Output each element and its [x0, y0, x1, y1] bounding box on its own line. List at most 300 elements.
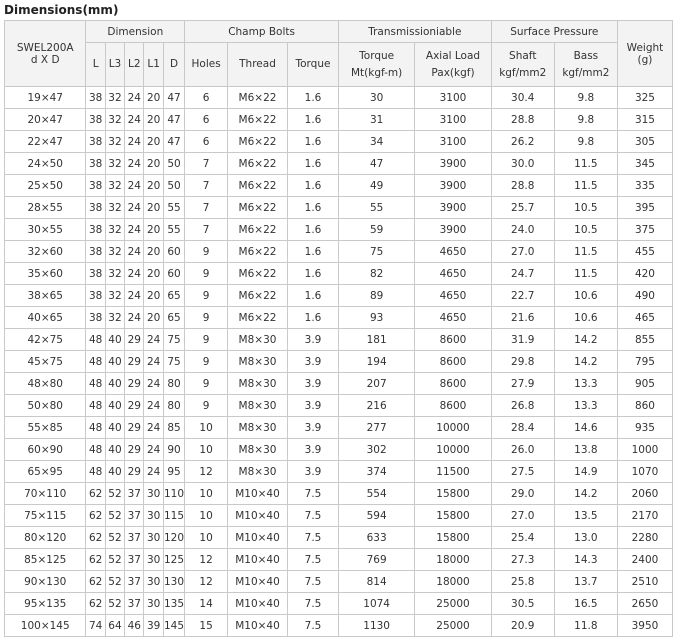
cell-bass: 14.6: [554, 417, 617, 439]
cell-L1: 30: [144, 593, 163, 615]
cell-weight: 795: [617, 351, 672, 373]
cell-holes: 15: [185, 615, 228, 637]
cell-torque-mt: 47: [338, 153, 414, 175]
table-header: [5, 21, 673, 87]
table-row: [5, 153, 673, 175]
cell-torque-mt: 181: [338, 329, 414, 351]
cell-L2: 29: [125, 329, 144, 351]
cell-L3: 32: [105, 153, 124, 175]
cell-thread: M8×30: [227, 439, 287, 461]
cell-bass: 14.2: [554, 483, 617, 505]
cell-torque-mt: 1074: [338, 593, 414, 615]
cell-axial-load: 3100: [415, 131, 491, 153]
cell-shaft: 27.9: [491, 373, 554, 395]
cell-D: 55: [163, 197, 184, 219]
cell-size: 28×55: [5, 197, 86, 219]
cell-size: 45×75: [5, 351, 86, 373]
cell-bass: 13.8: [554, 439, 617, 461]
col-L: L: [86, 43, 105, 87]
cell-shaft: 28.8: [491, 109, 554, 131]
cell-holes: 12: [185, 461, 228, 483]
cell-L2: 46: [125, 615, 144, 637]
cell-thread: M10×40: [227, 571, 287, 593]
cell-weight: 420: [617, 263, 672, 285]
cell-size: 85×125: [5, 549, 86, 571]
cell-holes: 14: [185, 593, 228, 615]
cell-bass: 11.8: [554, 615, 617, 637]
col-L1: L1: [144, 43, 163, 87]
cell-L: 38: [86, 175, 105, 197]
cell-L: 38: [86, 109, 105, 131]
cell-weight: 860: [617, 395, 672, 417]
cell-thread: M10×40: [227, 483, 287, 505]
cell-weight: 2400: [617, 549, 672, 571]
cell-thread: M10×40: [227, 593, 287, 615]
cell-bass: 10.6: [554, 285, 617, 307]
cell-axial-load: 4650: [415, 307, 491, 329]
cell-weight: 1000: [617, 439, 672, 461]
cell-axial-load: 8600: [415, 329, 491, 351]
cell-axial-load: 3100: [415, 109, 491, 131]
cell-thread: M6×22: [227, 263, 287, 285]
cell-holes: 6: [185, 87, 228, 109]
cell-weight: 455: [617, 241, 672, 263]
cell-size: 24×50: [5, 153, 86, 175]
cell-axial-load: 11500: [415, 461, 491, 483]
cell-L1: 24: [144, 373, 163, 395]
cell-thread: M6×22: [227, 109, 287, 131]
cell-weight: 1070: [617, 461, 672, 483]
table-row: [5, 505, 673, 527]
table-row: [5, 219, 673, 241]
cell-L2: 37: [125, 527, 144, 549]
cell-L: 62: [86, 549, 105, 571]
cell-L2: 24: [125, 219, 144, 241]
champ-bolts-header: Champ Bolts: [185, 21, 339, 43]
cell-torque-mt: 207: [338, 373, 414, 395]
cell-L2: 24: [125, 285, 144, 307]
cell-size: 30×55: [5, 219, 86, 241]
cell-D: 80: [163, 395, 184, 417]
cell-L2: 24: [125, 241, 144, 263]
cell-L1: 30: [144, 483, 163, 505]
cell-holes: 12: [185, 571, 228, 593]
cell-L2: 24: [125, 153, 144, 175]
cell-torque: 1.6: [288, 109, 339, 131]
cell-weight: 335: [617, 175, 672, 197]
cell-L3: 32: [105, 241, 124, 263]
cell-L3: 32: [105, 219, 124, 241]
cell-axial-load: 3900: [415, 175, 491, 197]
cell-L2: 37: [125, 483, 144, 505]
cell-D: 75: [163, 351, 184, 373]
cell-axial-load: 18000: [415, 549, 491, 571]
cell-holes: 9: [185, 351, 228, 373]
cell-shaft: 25.4: [491, 527, 554, 549]
cell-L3: 40: [105, 329, 124, 351]
cell-L1: 20: [144, 197, 163, 219]
cell-L2: 29: [125, 461, 144, 483]
cell-shaft: 29.8: [491, 351, 554, 373]
cell-D: 115: [163, 505, 184, 527]
cell-shaft: 24.7: [491, 263, 554, 285]
cell-L3: 52: [105, 571, 124, 593]
cell-torque: 7.5: [288, 527, 339, 549]
table-row: [5, 285, 673, 307]
cell-D: 135: [163, 593, 184, 615]
cell-thread: M6×22: [227, 285, 287, 307]
cell-bass: 10.5: [554, 219, 617, 241]
cell-torque: 1.6: [288, 87, 339, 109]
table-row: [5, 417, 673, 439]
cell-L: 38: [86, 87, 105, 109]
cell-torque-mt: 93: [338, 307, 414, 329]
cell-shaft: 27.3: [491, 549, 554, 571]
cell-torque: 3.9: [288, 461, 339, 483]
cell-L: 38: [86, 263, 105, 285]
cell-L1: 20: [144, 153, 163, 175]
cell-shaft: 20.9: [491, 615, 554, 637]
cell-L1: 24: [144, 329, 163, 351]
table-row: [5, 615, 673, 637]
cell-L1: 20: [144, 307, 163, 329]
cell-holes: 12: [185, 549, 228, 571]
cell-torque-mt: 769: [338, 549, 414, 571]
cell-size: 95×135: [5, 593, 86, 615]
cell-holes: 9: [185, 285, 228, 307]
cell-shaft: 27.5: [491, 461, 554, 483]
col-torque: Torque: [288, 43, 339, 87]
cell-size: 90×130: [5, 571, 86, 593]
cell-torque: 1.6: [288, 263, 339, 285]
cell-torque-mt: 277: [338, 417, 414, 439]
cell-thread: M10×40: [227, 615, 287, 637]
cell-L3: 32: [105, 285, 124, 307]
cell-L: 62: [86, 593, 105, 615]
cell-L1: 30: [144, 505, 163, 527]
transmissible-header: Transmissioniable: [338, 21, 491, 43]
cell-bass: 11.5: [554, 263, 617, 285]
col-holes: Holes: [185, 43, 228, 87]
cell-L2: 24: [125, 131, 144, 153]
cell-L1: 20: [144, 219, 163, 241]
cell-D: 125: [163, 549, 184, 571]
cell-axial-load: 4650: [415, 263, 491, 285]
cell-shaft: 28.4: [491, 417, 554, 439]
col-axial-load: Axial Load Pax(kgf): [415, 43, 491, 87]
cell-axial-load: 25000: [415, 615, 491, 637]
cell-shaft: 31.9: [491, 329, 554, 351]
cell-L: 38: [86, 307, 105, 329]
cell-shaft: 24.0: [491, 219, 554, 241]
cell-weight: 905: [617, 373, 672, 395]
cell-bass: 13.3: [554, 395, 617, 417]
cell-L3: 32: [105, 175, 124, 197]
cell-L3: 32: [105, 307, 124, 329]
cell-torque-mt: 554: [338, 483, 414, 505]
cell-D: 55: [163, 219, 184, 241]
cell-weight: 315: [617, 109, 672, 131]
cell-L: 48: [86, 461, 105, 483]
cell-L2: 24: [125, 175, 144, 197]
cell-thread: M8×30: [227, 395, 287, 417]
cell-L3: 52: [105, 483, 124, 505]
cell-holes: 6: [185, 109, 228, 131]
cell-L3: 64: [105, 615, 124, 637]
cell-torque-mt: 82: [338, 263, 414, 285]
cell-axial-load: 8600: [415, 351, 491, 373]
cell-axial-load: 8600: [415, 373, 491, 395]
cell-size: 48×80: [5, 373, 86, 395]
cell-L: 38: [86, 153, 105, 175]
cell-torque-mt: 89: [338, 285, 414, 307]
cell-thread: M10×40: [227, 505, 287, 527]
cell-L3: 32: [105, 87, 124, 109]
cell-torque: 3.9: [288, 439, 339, 461]
cell-D: 60: [163, 241, 184, 263]
cell-size: 35×60: [5, 263, 86, 285]
col-D: D: [163, 43, 184, 87]
cell-thread: M8×30: [227, 351, 287, 373]
cell-L: 48: [86, 373, 105, 395]
table-row: [5, 549, 673, 571]
cell-torque-mt: 30: [338, 87, 414, 109]
cell-D: 145: [163, 615, 184, 637]
cell-weight: 2280: [617, 527, 672, 549]
cell-L3: 52: [105, 593, 124, 615]
table-row: [5, 571, 673, 593]
cell-L1: 20: [144, 131, 163, 153]
cell-L2: 24: [125, 109, 144, 131]
cell-L1: 24: [144, 439, 163, 461]
cell-axial-load: 15800: [415, 505, 491, 527]
cell-thread: M6×22: [227, 131, 287, 153]
cell-torque: 7.5: [288, 483, 339, 505]
cell-torque: 7.5: [288, 505, 339, 527]
surface-pressure-header: Surface Pressure: [491, 21, 617, 43]
cell-bass: 11.5: [554, 241, 617, 263]
cell-thread: M10×40: [227, 549, 287, 571]
page-title: Dimensions(mm): [4, 3, 119, 17]
cell-holes: 10: [185, 439, 228, 461]
cell-L: 48: [86, 329, 105, 351]
cell-L: 48: [86, 395, 105, 417]
table-row: [5, 329, 673, 351]
model-header: SWEL200A d X D: [5, 21, 86, 87]
cell-axial-load: 4650: [415, 285, 491, 307]
cell-shaft: 26.2: [491, 131, 554, 153]
col-bass: Bass kgf/mm2: [554, 43, 617, 87]
table-row: [5, 263, 673, 285]
table-body: [5, 87, 673, 637]
cell-torque: 7.5: [288, 549, 339, 571]
cell-L2: 37: [125, 505, 144, 527]
cell-weight: 490: [617, 285, 672, 307]
cell-shaft: 30.5: [491, 593, 554, 615]
cell-torque-mt: 55: [338, 197, 414, 219]
cell-D: 120: [163, 527, 184, 549]
col-shaft: Shaft kgf/mm2: [491, 43, 554, 87]
cell-D: 60: [163, 263, 184, 285]
cell-weight: 395: [617, 197, 672, 219]
cell-torque-mt: 633: [338, 527, 414, 549]
cell-size: 40×65: [5, 307, 86, 329]
cell-torque: 1.6: [288, 153, 339, 175]
cell-L2: 29: [125, 417, 144, 439]
cell-torque-mt: 34: [338, 131, 414, 153]
cell-D: 65: [163, 307, 184, 329]
cell-torque-mt: 49: [338, 175, 414, 197]
cell-L1: 20: [144, 109, 163, 131]
cell-L2: 24: [125, 87, 144, 109]
cell-D: 95: [163, 461, 184, 483]
cell-size: 20×47: [5, 109, 86, 131]
cell-D: 47: [163, 87, 184, 109]
weight-header: Weight (g): [617, 21, 672, 87]
cell-L2: 24: [125, 307, 144, 329]
col-torque-mt: Torque Mt(kgf-m): [338, 43, 414, 87]
cell-thread: M6×22: [227, 307, 287, 329]
cell-thread: M6×22: [227, 241, 287, 263]
cell-bass: 13.0: [554, 527, 617, 549]
cell-weight: 935: [617, 417, 672, 439]
cell-torque: 1.6: [288, 219, 339, 241]
cell-size: 75×115: [5, 505, 86, 527]
table-row: [5, 483, 673, 505]
cell-L3: 52: [105, 549, 124, 571]
cell-thread: M8×30: [227, 417, 287, 439]
cell-L3: 40: [105, 417, 124, 439]
cell-weight: 465: [617, 307, 672, 329]
table-row: [5, 527, 673, 549]
cell-size: 50×80: [5, 395, 86, 417]
cell-holes: 9: [185, 241, 228, 263]
cell-L3: 52: [105, 527, 124, 549]
cell-size: 60×90: [5, 439, 86, 461]
cell-holes: 6: [185, 131, 228, 153]
cell-L: 62: [86, 483, 105, 505]
cell-weight: 2650: [617, 593, 672, 615]
cell-L3: 40: [105, 439, 124, 461]
cell-holes: 10: [185, 417, 228, 439]
cell-L1: 24: [144, 417, 163, 439]
cell-L2: 37: [125, 571, 144, 593]
table-row: [5, 593, 673, 615]
cell-torque: 1.6: [288, 131, 339, 153]
cell-axial-load: 10000: [415, 417, 491, 439]
cell-L: 62: [86, 571, 105, 593]
cell-size: 65×95: [5, 461, 86, 483]
cell-bass: 9.8: [554, 87, 617, 109]
cell-L2: 29: [125, 439, 144, 461]
cell-L2: 29: [125, 373, 144, 395]
cell-size: 80×120: [5, 527, 86, 549]
cell-torque: 3.9: [288, 351, 339, 373]
cell-holes: 7: [185, 153, 228, 175]
cell-shaft: 27.0: [491, 241, 554, 263]
dimension-header: Dimension: [86, 21, 185, 43]
cell-L: 48: [86, 417, 105, 439]
cell-size: 70×110: [5, 483, 86, 505]
cell-L: 48: [86, 439, 105, 461]
table-row: [5, 373, 673, 395]
cell-D: 50: [163, 175, 184, 197]
table-row: [5, 307, 673, 329]
cell-holes: 10: [185, 527, 228, 549]
cell-D: 110: [163, 483, 184, 505]
cell-size: 19×47: [5, 87, 86, 109]
table-row: [5, 197, 673, 219]
cell-shaft: 25.7: [491, 197, 554, 219]
cell-size: 42×75: [5, 329, 86, 351]
cell-L3: 32: [105, 197, 124, 219]
cell-bass: 11.5: [554, 175, 617, 197]
cell-L3: 40: [105, 373, 124, 395]
cell-axial-load: 25000: [415, 593, 491, 615]
cell-torque: 7.5: [288, 593, 339, 615]
cell-weight: 2170: [617, 505, 672, 527]
cell-L1: 30: [144, 549, 163, 571]
cell-bass: 14.2: [554, 351, 617, 373]
cell-L2: 24: [125, 263, 144, 285]
cell-torque: 1.6: [288, 241, 339, 263]
cell-axial-load: 3900: [415, 219, 491, 241]
cell-holes: 7: [185, 219, 228, 241]
cell-bass: 14.2: [554, 329, 617, 351]
cell-D: 65: [163, 285, 184, 307]
cell-holes: 7: [185, 197, 228, 219]
cell-D: 47: [163, 131, 184, 153]
cell-L: 38: [86, 285, 105, 307]
cell-torque-mt: 594: [338, 505, 414, 527]
cell-weight: 305: [617, 131, 672, 153]
table-row: [5, 395, 673, 417]
table-row: [5, 175, 673, 197]
cell-L3: 40: [105, 461, 124, 483]
cell-bass: 13.5: [554, 505, 617, 527]
dimensions-table: [4, 20, 673, 637]
cell-torque-mt: 194: [338, 351, 414, 373]
table-row: [5, 439, 673, 461]
cell-size: 100×145: [5, 615, 86, 637]
cell-D: 130: [163, 571, 184, 593]
cell-D: 50: [163, 153, 184, 175]
cell-torque-mt: 31: [338, 109, 414, 131]
cell-L3: 52: [105, 505, 124, 527]
cell-L2: 37: [125, 549, 144, 571]
cell-L3: 32: [105, 131, 124, 153]
cell-L3: 32: [105, 109, 124, 131]
cell-torque: 3.9: [288, 417, 339, 439]
table-row: [5, 131, 673, 153]
cell-axial-load: 15800: [415, 527, 491, 549]
cell-D: 85: [163, 417, 184, 439]
cell-shaft: 21.6: [491, 307, 554, 329]
cell-L1: 20: [144, 285, 163, 307]
cell-L3: 40: [105, 351, 124, 373]
cell-thread: M8×30: [227, 461, 287, 483]
cell-axial-load: 10000: [415, 439, 491, 461]
cell-axial-load: 4650: [415, 241, 491, 263]
cell-torque-mt: 216: [338, 395, 414, 417]
cell-L: 62: [86, 527, 105, 549]
cell-holes: 9: [185, 395, 228, 417]
cell-size: 55×85: [5, 417, 86, 439]
cell-thread: M6×22: [227, 175, 287, 197]
cell-shaft: 26.0: [491, 439, 554, 461]
cell-L1: 24: [144, 461, 163, 483]
cell-weight: 2510: [617, 571, 672, 593]
